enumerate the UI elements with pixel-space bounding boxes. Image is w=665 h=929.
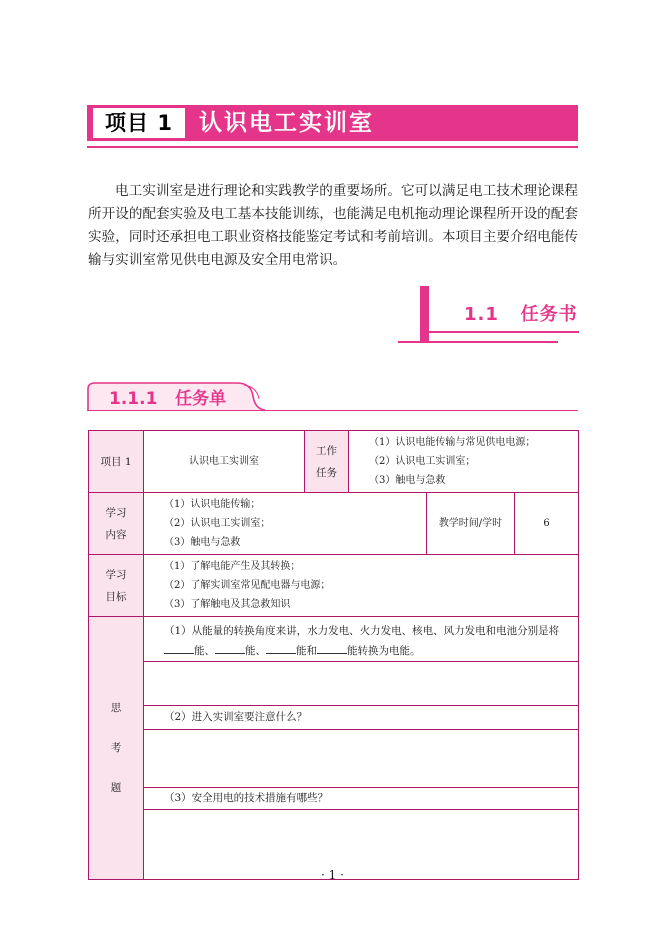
think-label-char: 考 <box>110 742 122 754</box>
goal-label <box>89 555 144 617</box>
list-item: （3）触电与急救 <box>164 537 241 548</box>
table-row <box>89 555 579 617</box>
answer-space-2 <box>144 730 579 788</box>
subsection-title: 1.1.1 任务单 <box>109 389 227 409</box>
table-row <box>89 706 579 730</box>
section-rule-bottom <box>398 341 558 343</box>
content-label-line2: 内容 <box>105 528 127 541</box>
chapter-title: 认识电工实训室 <box>199 110 374 136</box>
goal-label-line1: 学习 <box>105 568 127 581</box>
task-table <box>88 430 579 880</box>
think-label <box>89 617 144 880</box>
question-1-line1: （1）从能量的转换角度来讲，水力发电、火力发电、核电、风力发电和电池分别是将 <box>164 625 560 637</box>
work-task-label-line1: 工作 <box>316 444 337 457</box>
answer-blank <box>215 641 245 654</box>
question-text-part: 能、 <box>194 645 215 657</box>
question-1 <box>144 617 579 662</box>
intro-paragraph: 电工实训室是进行理论和实践教学的重要场所。它可以满足电工技术理论课程所开设的配套实验及电工基本技能训练，也能满足电机拖动理论课程所开设的配套实验，同时还承担电工职业资格技能鉴定考试和考前培训。本项目主要介绍电能传输与实训室常见供电电源及安全用电常识。 <box>88 183 578 268</box>
work-task-label <box>305 431 349 493</box>
question-3: （3）安全用电的技术措施有哪些？ <box>144 788 579 810</box>
answer-blank <box>266 641 296 654</box>
goal-label-line2: 目标 <box>105 590 127 603</box>
list-item: （3）触电与急救 <box>369 475 446 486</box>
subsection-header <box>87 381 267 411</box>
page-number: · 1 · <box>321 868 344 882</box>
question-text-part: 能、 <box>245 645 266 657</box>
content-label-line1: 学习 <box>105 506 127 519</box>
subsection-underline <box>87 410 578 411</box>
project-name: 认识电工实训室 <box>144 431 305 493</box>
question-text-part: 能转换为电能。 <box>347 645 421 657</box>
work-task-label-line2: 任务 <box>316 466 337 479</box>
hours-label: 教学时间/学时 <box>427 493 515 555</box>
section-title: 1.1 任务书 <box>464 304 578 325</box>
question-text-part: 能和 <box>296 645 317 657</box>
table-row <box>89 431 579 493</box>
question-1-line2 <box>164 641 564 661</box>
answer-blank <box>317 641 347 654</box>
chapter-number: 项目 1 <box>93 108 185 138</box>
list-item: （2）认识电工实训室； <box>164 518 271 529</box>
think-label-char: 题 <box>110 782 122 794</box>
list-item: （2）了解实训室常见配电器与电源； <box>164 580 331 591</box>
table-row <box>89 617 579 662</box>
think-label-char: 思 <box>110 702 122 714</box>
section-rule-top <box>429 331 579 333</box>
question-2: （2）进入实训室要注意什么？ <box>144 706 579 730</box>
hours-value: 6 <box>515 493 579 555</box>
project-label: 项目 1 <box>89 431 144 493</box>
content-list <box>144 493 427 555</box>
list-item: （1）认识电能传输与常见供电电源； <box>369 437 536 448</box>
list-item: （2）认识电工实训室； <box>369 456 476 467</box>
table-row <box>89 788 579 810</box>
answer-space-row <box>89 662 579 706</box>
work-task-list <box>349 431 579 493</box>
list-item: （1）认识电能传输； <box>164 499 261 510</box>
answer-space-row <box>89 730 579 788</box>
list-item: （3）了解触电及其急救知识 <box>164 599 291 610</box>
answer-blank <box>164 641 194 654</box>
goal-list <box>144 555 579 617</box>
answer-space-1 <box>144 662 579 706</box>
content-label <box>89 493 144 555</box>
section-accent-bar <box>420 286 429 341</box>
chapter-underline <box>87 146 578 148</box>
table-row <box>89 493 579 555</box>
list-item: （1）了解电能产生及其转换； <box>164 561 301 572</box>
